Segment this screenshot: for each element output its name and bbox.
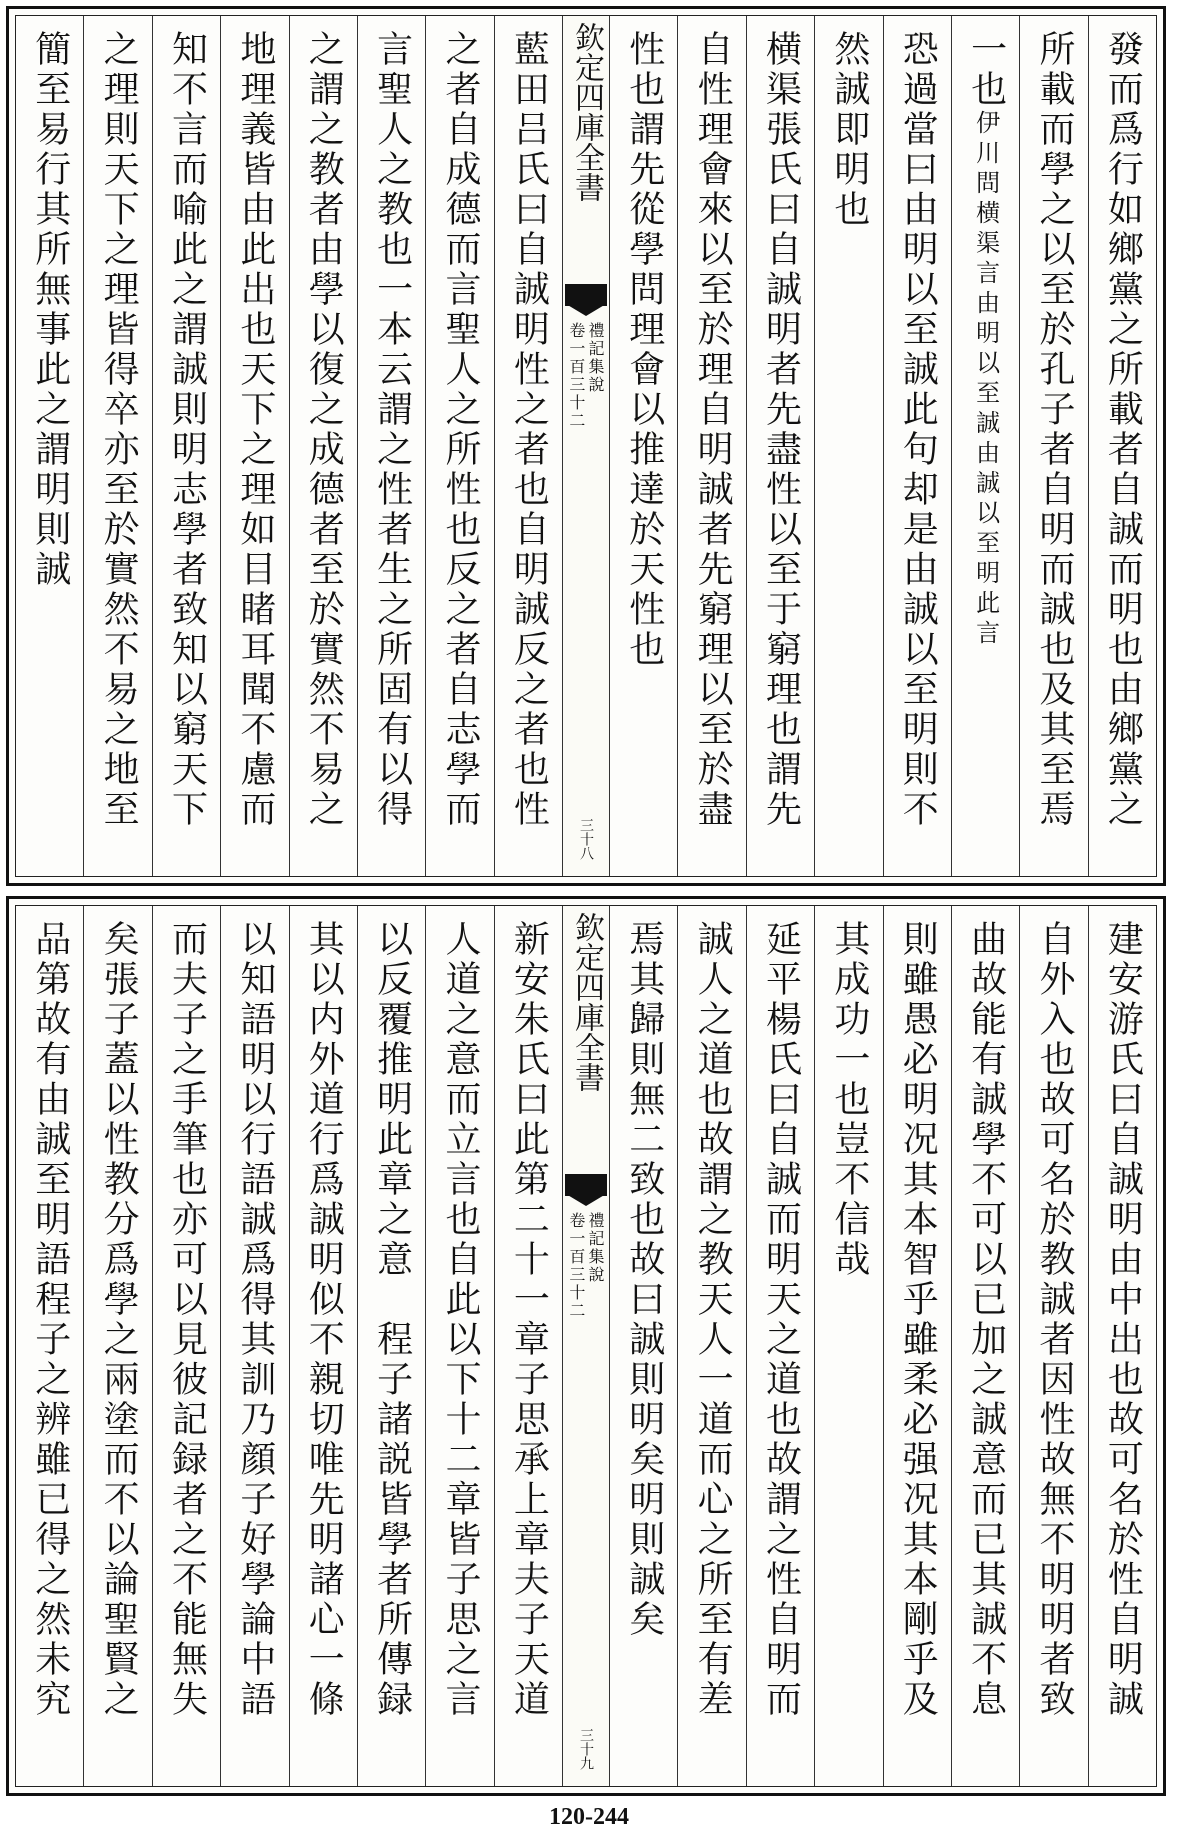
bottom-center-sub: 禮記集說 卷一百三十二 xyxy=(566,1212,605,1320)
top-col-14: 知不言而喻此之謂誠則明志學者致知以窮天下 xyxy=(152,16,220,876)
top-col-6: 横渠張氏曰自誠明者先盡性以至于窮理也謂先 xyxy=(746,16,814,876)
bottom-col-3: 曲故能有誠學不可以已加之誠意而已其誠不息 xyxy=(951,906,1019,1786)
top-page-frame xyxy=(15,15,1157,877)
top-columns xyxy=(16,16,1156,876)
top-page xyxy=(6,6,1166,886)
bottom-col-12: 其以内外道行爲誠明似不親切唯先明諸心一條 xyxy=(289,906,357,1786)
fish-tail-mark xyxy=(565,1174,607,1196)
bottom-col-7: 誠人之道也故謂之教天人一道而心之所至有差 xyxy=(677,906,745,1786)
bottom-col-9: 新安朱氏曰此第二十一章子思承上章夫子天道 xyxy=(494,906,562,1786)
bottom-col-5: 其成功一也豈不信哉 xyxy=(814,906,882,1786)
bottom-col-4: 則雖愚必明况其本智乎雖柔必强况其本剛乎及 xyxy=(883,906,951,1786)
bottom-col-10: 人道之意而立言也自此以下十二章皆子思之言 xyxy=(425,906,493,1786)
bottom-col-6: 延平楊氏曰自誠而明天之道也故謂之性自明而 xyxy=(746,906,814,1786)
bottom-col-1: 建安游氏曰自誠明由中出也故可名於性自明誠 xyxy=(1088,906,1156,1786)
bottom-col-2: 自外入也故可名於教誠者因性故無不明明者致 xyxy=(1019,906,1087,1786)
bottom-center-gutter xyxy=(562,906,609,1786)
top-col-16: 簡至易行其所無事此之謂明則誠 xyxy=(29,30,71,590)
top-col-7: 自性理會來以至於理自明誠者先窮理以至於盡 xyxy=(677,16,745,876)
top-center-gutter xyxy=(562,16,609,876)
bottom-folio: 三十九 xyxy=(578,1728,594,1770)
bottom-columns xyxy=(16,906,1156,1786)
bottom-col-8: 焉其歸則無二致也故曰誠則明矣明則誠矣 xyxy=(609,906,677,1786)
top-col-3: 一也伊川問横渠言由明以至誠由誠以至明此言 xyxy=(951,16,1019,876)
top-center-title: 欽定四庫全書 xyxy=(569,22,604,202)
bottom-col-16: 品第故有由誠至明語程子之辨雖已得之然未究 xyxy=(29,920,71,1720)
small-note: 伊川問横渠言由明以至誠由誠以至明此言 xyxy=(971,110,1000,650)
top-col-1: 發而爲行如鄉黨之所載者自誠而明也由鄉黨之 xyxy=(1088,16,1156,876)
bottom-col-13: 以知語明以行語誠爲得其訓乃顔子好學論中語 xyxy=(220,906,288,1786)
top-center-sub: 禮記集說 卷一百三十二 xyxy=(566,322,605,430)
bottom-col-15: 矣張子蓋以性教分爲學之兩塗而不以論聖賢之 xyxy=(83,906,151,1786)
bottom-center-title: 欽定四庫全書 xyxy=(569,912,604,1092)
top-col-15: 之理則天下之理皆得卒亦至於實然不易之地至 xyxy=(83,16,151,876)
page-number-footer: 120-244 xyxy=(549,1804,629,1830)
top-col-4: 恐過當曰由明以至誠此句却是由誠以至明則不 xyxy=(883,16,951,876)
top-col-11: 言聖人之教也一本云謂之性者生之所固有以得 xyxy=(357,16,425,876)
top-col-13: 地理義皆由此出也天下之理如目睹耳聞不慮而 xyxy=(220,16,288,876)
fish-tail-mark xyxy=(565,284,607,306)
top-col-5: 然誠即明也 xyxy=(814,16,882,876)
top-folio: 三十八 xyxy=(578,818,594,860)
top-col-2: 所載而學之以至於孔子者自明而誠也及其至焉 xyxy=(1019,16,1087,876)
top-col-12: 之謂之教者由學以復之成德者至於實然不易之 xyxy=(289,16,357,876)
bottom-col-14: 而夫子之手筆也亦可以見彼記録者之不能無失 xyxy=(152,906,220,1786)
top-col-10: 之者自成德而言聖人之所性也反之者自志學而 xyxy=(425,16,493,876)
top-col-8: 性也謂先從學問理會以推達於天性也 xyxy=(609,16,677,876)
top-col-9: 藍田吕氏曰自誠明性之者也自明誠反之者也性 xyxy=(494,16,562,876)
bottom-page-frame xyxy=(15,905,1157,1787)
bottom-page xyxy=(6,896,1166,1796)
bottom-col-11: 以反覆推明此章之意 程子諸説皆學者所傳録 xyxy=(357,906,425,1786)
